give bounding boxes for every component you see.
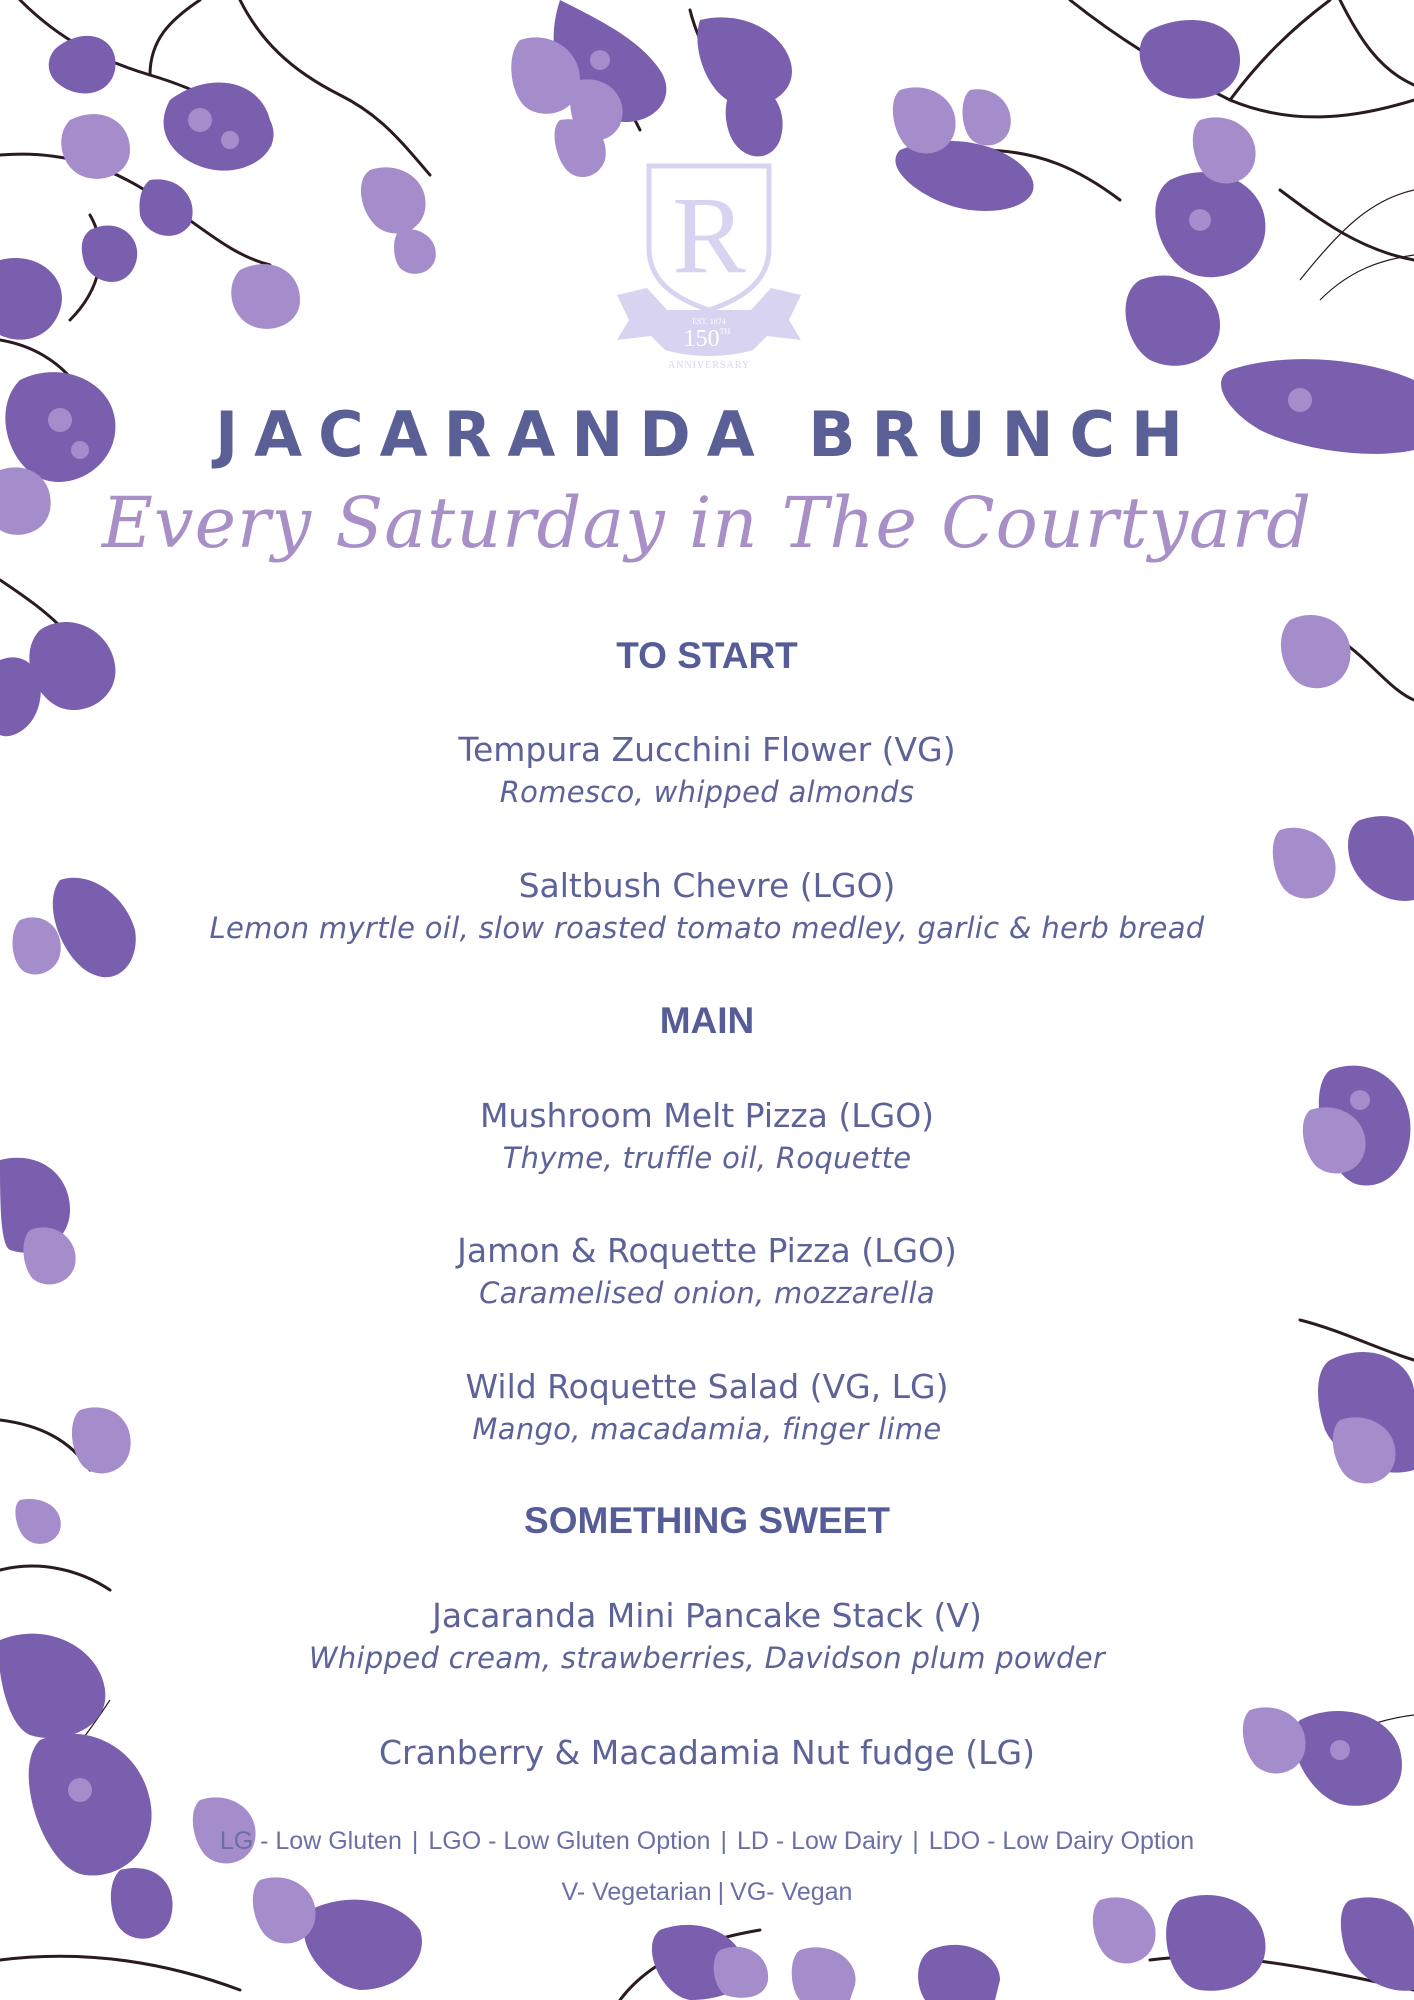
page-title: JACARANDA BRUNCH (215, 398, 1199, 471)
logo-monogram: R (672, 174, 746, 296)
section-heading-main: MAIN (659, 1000, 755, 1041)
logo-anniversary-text: ANNIVERSARY (667, 360, 751, 371)
menu-item (0, 1229, 1414, 1313)
menu-item (0, 1594, 1414, 1678)
menu-item (0, 1365, 1414, 1449)
page-subtitle: Every Saturday in The Courtyard (101, 482, 1313, 564)
menu-item (0, 1731, 1414, 1775)
menu-item-name: Wild Roquette Salad (VG, LG) (465, 1367, 949, 1406)
legend-vg: VG- Vegan (730, 1878, 853, 1906)
menu-item-name: Saltbush Chevre (LGO) (518, 866, 896, 905)
menu-item (0, 728, 1414, 812)
legend-separator: | (411, 1827, 419, 1855)
menu-item-description: Caramelised onion, mozzarella (479, 1276, 935, 1310)
menu-item (0, 864, 1414, 948)
dietary-legend-line-1 (0, 1827, 1414, 1856)
menu-item-description: Lemon myrtle oil, slow roasted tomato medley, garlic & herb bread (209, 911, 1205, 945)
menu-item-name: Jamon & Roquette Pizza (LGO) (457, 1231, 957, 1270)
logo-150-text: 150TH (683, 326, 731, 352)
menu-item-name: Jacaranda Mini Pancake Stack (V) (432, 1596, 982, 1635)
menu-item-name: Mushroom Melt Pizza (LGO) (479, 1096, 935, 1135)
section-heading-something-sweet: SOMETHING SWEET (524, 1500, 890, 1541)
hotel-150th-anniversary-logo (617, 160, 801, 375)
legend-separator: | (912, 1827, 919, 1855)
section-heading-to-start: TO START (616, 635, 798, 676)
legend-lgo: LGO - Low Gluten Option (428, 1827, 711, 1855)
logo-est-text: EST. 1874 (692, 317, 726, 326)
legend-ld: LD - Low Dairy (736, 1827, 903, 1855)
menu-item-name: Tempura Zucchini Flower (VG) (458, 730, 956, 769)
legend-separator: | (717, 1878, 725, 1906)
menu-item-description: Whipped cream, strawberries, Davidson plum powder (308, 1641, 1106, 1675)
legend-lg: LG - Low Gluten (219, 1827, 402, 1855)
legend-separator: | (720, 1827, 727, 1855)
legend-ldo: LDO - Low Dairy Option (928, 1827, 1195, 1855)
menu-item-description: Romesco, whipped almonds (499, 775, 915, 809)
menu-item-description: Thyme, truffle oil, Roquette (502, 1141, 912, 1175)
menu-item-name: Cranberry & Macadamia Nut fudge (LG) (378, 1733, 1035, 1772)
menu-item (0, 1094, 1414, 1178)
legend-v: V- Vegetarian (561, 1878, 712, 1906)
menu-item-description: Mango, macadamia, finger lime (472, 1412, 942, 1446)
dietary-legend-line-2 (0, 1878, 1414, 1907)
